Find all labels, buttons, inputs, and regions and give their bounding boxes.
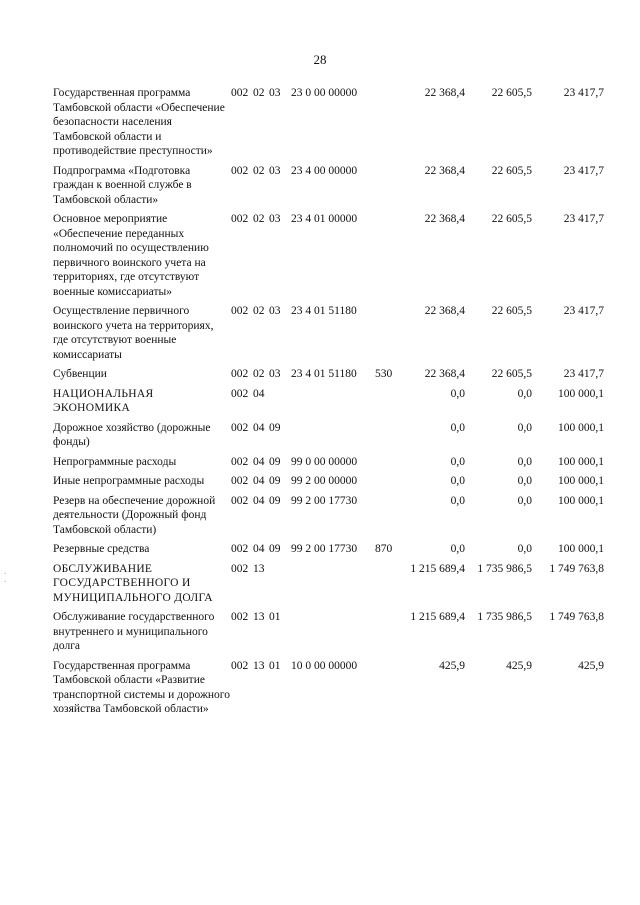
section-code: 13 bbox=[253, 659, 265, 672]
amount-year-2: 22 605,5 bbox=[491, 164, 532, 177]
amount-year-3: 23 417,7 bbox=[563, 368, 604, 380]
section-code: 13 bbox=[253, 611, 265, 623]
program-code bbox=[291, 421, 375, 455]
table-row bbox=[53, 610, 604, 659]
amount-year-2: 0,0 bbox=[517, 494, 532, 507]
subsection-code: 09 bbox=[269, 494, 281, 507]
section-code: 04 bbox=[253, 475, 265, 487]
amount-year-1: 1 215 689,4 bbox=[410, 562, 465, 575]
row-name: Основное мероприятие «Обеспечение переданных полномочий по осуществлению первичного воинского учета на территориях, где отсутствуют военные комиссариаты» bbox=[53, 213, 209, 298]
expense-type-code bbox=[375, 610, 397, 659]
amount-year-3: 23 417,7 bbox=[563, 305, 604, 317]
section-code: 04 bbox=[253, 494, 265, 507]
section-code: 04 bbox=[253, 421, 265, 434]
section-code: 04 bbox=[253, 387, 265, 400]
amount-year-2: 22 605,5 bbox=[491, 87, 532, 99]
amount-year-2: 425,9 bbox=[506, 659, 532, 672]
table-row bbox=[53, 455, 604, 475]
subsection-code bbox=[269, 562, 291, 611]
amount-year-1: 22 368,4 bbox=[424, 164, 465, 177]
program-code: 23 4 00 00000 bbox=[291, 164, 358, 177]
program-code: 23 4 01 00000 bbox=[291, 213, 358, 225]
amount-year-3: 100 000,1 bbox=[558, 455, 604, 468]
section-code: 02 bbox=[253, 87, 265, 99]
amount-year-3: 100 000,1 bbox=[558, 421, 604, 434]
amount-year-3: 23 417,7 bbox=[563, 213, 604, 225]
expense-type-code bbox=[375, 86, 397, 164]
subsection-code: 03 bbox=[269, 87, 281, 99]
ministry-code: 002 bbox=[231, 305, 249, 317]
expense-type-code bbox=[375, 164, 397, 213]
ministry-code: 002 bbox=[231, 659, 249, 672]
table-row bbox=[53, 542, 604, 562]
amount-year-1: 1 215 689,4 bbox=[410, 611, 465, 623]
ministry-code: 002 bbox=[231, 421, 249, 434]
subsection-code: 09 bbox=[269, 475, 281, 487]
ministry-code: 002 bbox=[231, 387, 249, 400]
amount-year-3: 100 000,1 bbox=[558, 387, 604, 400]
amount-year-1: 22 368,4 bbox=[424, 368, 465, 380]
amount-year-2: 0,0 bbox=[517, 543, 532, 555]
ministry-code: 002 bbox=[231, 213, 249, 225]
program-code: 23 4 01 51180 bbox=[291, 368, 357, 380]
row-name: Обслуживание государственного внутреннего и муниципального долга bbox=[53, 611, 215, 652]
program-code bbox=[291, 562, 375, 611]
amount-year-2: 0,0 bbox=[517, 421, 532, 434]
subsection-code: 01 bbox=[269, 611, 281, 623]
program-code: 99 0 00 00000 bbox=[291, 455, 358, 468]
amount-year-1: 0,0 bbox=[450, 387, 465, 400]
row-name: Резервные средства bbox=[53, 543, 150, 555]
table-row bbox=[53, 304, 604, 367]
ministry-code: 002 bbox=[231, 455, 249, 468]
amount-year-1: 22 368,4 bbox=[424, 213, 465, 225]
ministry-code: 002 bbox=[231, 543, 249, 555]
amount-year-2: 0,0 bbox=[517, 475, 532, 487]
amount-year-3: 100 000,1 bbox=[558, 543, 604, 555]
program-code: 23 4 01 51180 bbox=[291, 305, 357, 317]
amount-year-3: 23 417,7 bbox=[563, 164, 604, 177]
amount-year-3: 1 749 763,8 bbox=[549, 611, 604, 623]
scan-edge-mark: · · bbox=[4, 570, 7, 586]
table-row bbox=[53, 86, 604, 164]
expense-type-code bbox=[375, 455, 397, 475]
amount-year-1: 0,0 bbox=[450, 475, 465, 487]
row-name: Дорожное хозяйство (дорожные фонды) bbox=[53, 421, 211, 448]
amount-year-2: 0,0 bbox=[517, 387, 532, 400]
amount-year-2: 22 605,5 bbox=[491, 213, 532, 225]
row-name: Субвенции bbox=[53, 368, 107, 380]
expense-type-code: 870 bbox=[375, 543, 393, 555]
program-code: 23 0 00 00000 bbox=[291, 87, 358, 99]
amount-year-2: 22 605,5 bbox=[491, 368, 532, 380]
ministry-code: 002 bbox=[231, 562, 249, 575]
amount-year-1: 0,0 bbox=[450, 421, 465, 434]
amount-year-2: 22 605,5 bbox=[491, 305, 532, 317]
subsection-code: 03 bbox=[269, 305, 281, 317]
program-code: 99 2 00 17730 bbox=[291, 543, 358, 555]
table-row bbox=[53, 367, 604, 387]
expense-type-code bbox=[375, 421, 397, 455]
budget-table bbox=[53, 86, 604, 722]
expense-type-code: 530 bbox=[375, 368, 393, 380]
table-row bbox=[53, 562, 604, 611]
row-name: Непрограммные расходы bbox=[53, 455, 177, 468]
budget-table-body bbox=[53, 86, 604, 722]
program-code: 10 0 00 00000 bbox=[291, 659, 358, 672]
ministry-code: 002 bbox=[231, 494, 249, 507]
table-row bbox=[53, 474, 604, 494]
subsection-code: 03 bbox=[269, 213, 281, 225]
amount-year-3: 100 000,1 bbox=[558, 494, 604, 507]
ministry-code: 002 bbox=[231, 164, 249, 177]
expense-type-code bbox=[375, 387, 397, 421]
row-name: НАЦИОНАЛЬНАЯ ЭКОНОМИКА bbox=[53, 387, 154, 414]
subsection-code bbox=[269, 387, 291, 421]
amount-year-2: 1 735 986,5 bbox=[477, 611, 532, 623]
table-row bbox=[53, 387, 604, 421]
amount-year-1: 0,0 bbox=[450, 494, 465, 507]
expense-type-code bbox=[375, 474, 397, 494]
section-code: 02 bbox=[253, 368, 265, 380]
section-code: 13 bbox=[253, 562, 265, 575]
amount-year-3: 425,9 bbox=[578, 659, 604, 672]
section-code: 04 bbox=[253, 543, 265, 555]
subsection-code: 03 bbox=[269, 368, 281, 380]
amount-year-3: 1 749 763,8 bbox=[549, 562, 604, 575]
ministry-code: 002 bbox=[231, 475, 249, 487]
amount-year-3: 100 000,1 bbox=[558, 475, 604, 487]
section-code: 02 bbox=[253, 213, 265, 225]
row-name: Государственная программа Тамбовской области «Развитие транспортной системы и дорожного хозяйства Тамбовской области» bbox=[53, 659, 230, 715]
page-number: 28 bbox=[313, 52, 327, 67]
program-code: 99 2 00 00000 bbox=[291, 475, 358, 487]
amount-year-1: 0,0 bbox=[450, 455, 465, 468]
amount-year-3: 23 417,7 bbox=[563, 87, 604, 99]
expense-type-code bbox=[375, 562, 397, 611]
section-code: 02 bbox=[253, 164, 265, 177]
expense-type-code bbox=[375, 494, 397, 543]
program-code: 99 2 00 17730 bbox=[291, 494, 358, 507]
amount-year-2: 1 735 986,5 bbox=[477, 562, 532, 575]
table-row bbox=[53, 164, 604, 213]
ministry-code: 002 bbox=[231, 611, 249, 623]
subsection-code: 09 bbox=[269, 421, 281, 434]
table-row bbox=[53, 421, 604, 455]
subsection-code: 03 bbox=[269, 164, 281, 177]
amount-year-1: 0,0 bbox=[450, 543, 465, 555]
row-name: Осуществление первичного воинского учета на территориях, где отсутствуют военные комиссариаты bbox=[53, 305, 214, 361]
expense-type-code bbox=[375, 212, 397, 304]
section-code: 02 bbox=[253, 305, 265, 317]
row-name: Подпрограмма «Подготовка граждан к военной службе в Тамбовской области» bbox=[53, 164, 192, 206]
row-name: Государственная программа Тамбовской области «Обеспечение безопасности населения Тамбовской области и противодействие преступности» bbox=[53, 87, 225, 157]
program-code bbox=[291, 387, 375, 421]
expense-type-code bbox=[375, 304, 397, 367]
section-code: 04 bbox=[253, 455, 265, 468]
table-row bbox=[53, 659, 604, 722]
row-name: ОБСЛУЖИВАНИЕ ГОСУДАРСТВЕННОГО И МУНИЦИПАЛЬНОГО ДОЛГА bbox=[53, 562, 213, 604]
row-name: Резерв на обеспечение дорожной деятельности (Дорожный фонд Тамбовской области) bbox=[53, 494, 216, 536]
expense-type-code bbox=[375, 659, 397, 722]
subsection-code: 01 bbox=[269, 659, 281, 672]
amount-year-1: 22 368,4 bbox=[424, 305, 465, 317]
ministry-code: 002 bbox=[231, 87, 249, 99]
program-code bbox=[291, 610, 375, 659]
amount-year-2: 0,0 bbox=[517, 455, 532, 468]
subsection-code: 09 bbox=[269, 543, 281, 555]
amount-year-1: 22 368,4 bbox=[424, 87, 465, 99]
ministry-code: 002 bbox=[231, 368, 249, 380]
table-row bbox=[53, 212, 604, 304]
table-row bbox=[53, 494, 604, 543]
subsection-code: 09 bbox=[269, 455, 281, 468]
row-name: Иные непрограммные расходы bbox=[53, 475, 205, 487]
amount-year-1: 425,9 bbox=[439, 659, 465, 672]
